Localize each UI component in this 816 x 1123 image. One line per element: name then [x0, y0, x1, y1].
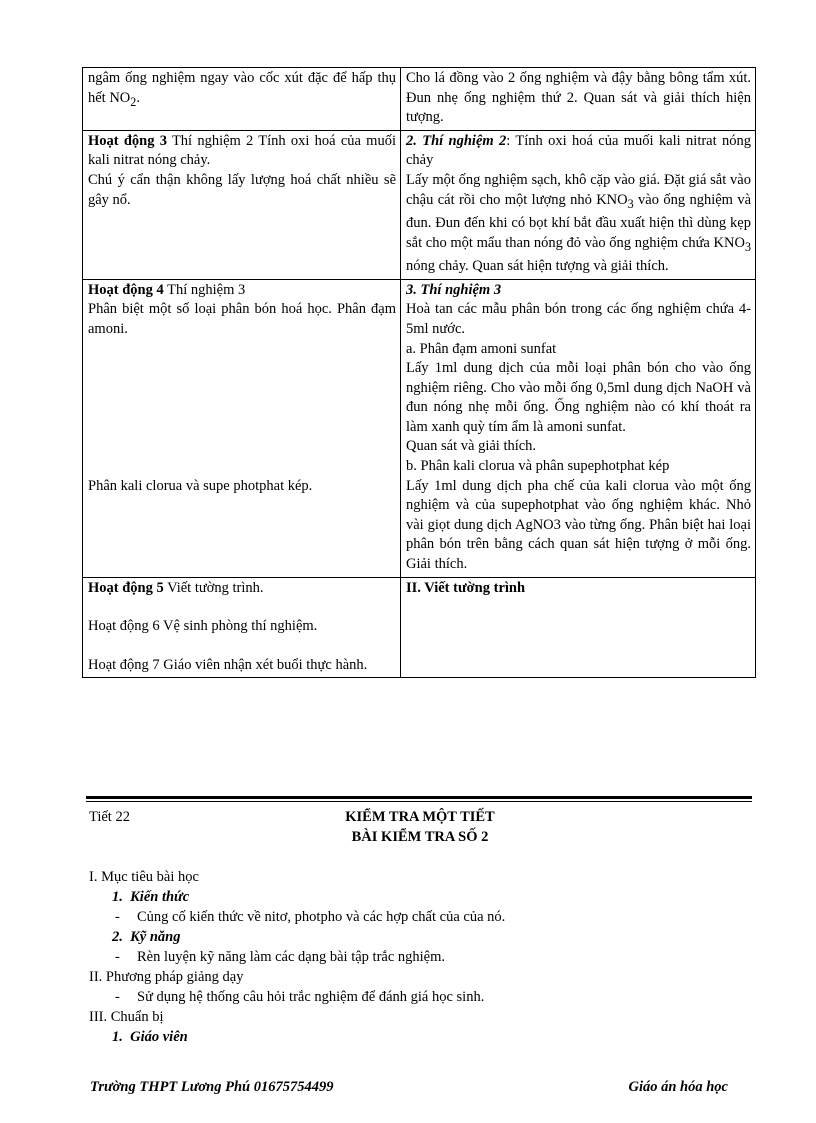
divider-thin: [86, 801, 752, 802]
title-line-1: KIỂM TRA MỘT TIẾT: [345, 809, 495, 825]
bullet-dash: -: [115, 989, 120, 1005]
list-item: Sử dụng hệ thống câu hỏi trắc nghiệm để đánh giá học sinh.: [137, 989, 485, 1005]
cell-text: Cho lá đồng vào 2 ống nghiệm và đậy bằng bông tẩm xút. Đun nhẹ ống nghiệm thứ 2. Quan sát và giải thích hiện tượng.: [406, 70, 751, 126]
bullet-dash: -: [115, 909, 120, 925]
subscript: 2: [130, 94, 137, 109]
section-heading: II. Viết tường trình: [406, 579, 526, 596]
subscript: 3: [627, 196, 634, 211]
table-cell-left: [83, 577, 401, 678]
section-heading-objectives: I. Mục tiêu bài học: [89, 869, 199, 885]
table-cell-right: [401, 130, 756, 279]
cell-text: Chú ý cẩn thận không lấy lượng hoá chất nhiều sẽ gây nổ.: [88, 171, 396, 208]
cell-text: Hoạt động 7 Giáo viên nhận xét buổi thực hành.: [88, 656, 368, 673]
cell-text: Quan sát và giải thích.: [406, 438, 537, 455]
subsection-number: 1.: [112, 889, 123, 905]
experiment-heading: 3. Thí nghiệm 3: [406, 281, 502, 298]
table-row: [83, 577, 756, 678]
cell-text: Lấy một ống nghiệm sạch, khô cặp vào giá. Đặt giá sắt vào chậu cát rồi cho một lượng nhỏ KNO: [406, 171, 751, 208]
table-row: [83, 130, 756, 279]
divider-thick: [86, 796, 752, 799]
subscript: 3: [744, 239, 751, 254]
list-item: Rèn luyện kỹ năng làm các dạng bài tập trắc nghiệm.: [137, 949, 446, 965]
cell-text: Viết tường trình.: [163, 579, 264, 596]
lesson-title: [260, 808, 580, 847]
experiment-heading: 2. Thí nghiệm 2: [406, 132, 507, 149]
subsection-number: 2.: [112, 929, 123, 945]
subsection-knowledge: [112, 888, 189, 908]
table-row: [83, 68, 756, 131]
cell-text: vào ống nghiệm và đun. Đun đến khi có bọt khí bắt đầu xuất hiện thì dùng kẹp sắt cho một mẩu than nóng đỏ vào ống nghiệm chứa KNO: [406, 191, 752, 251]
cell-text: Hoạt động 6 Vệ sinh phòng thí nghiệm.: [88, 618, 318, 635]
footer-school: Trường THPT Lương Phú 01675754499: [90, 1079, 334, 1095]
table-cell-left: [83, 68, 401, 131]
list-item: Củng cố kiến thức về nitơ, photpho và các hợp chất của của nó.: [137, 909, 506, 925]
cell-text: Lấy 1ml dung dịch pha chế của kali clorua vào một ống nghiệm và của supephotphat vào ống nghiệm khác. Nhỏ vài giọt dung dịch AgNO3 vào từng ống. Phân biệt hai loại phân bón trên bằng cách quan sát hiện tượng ở mỗi ống. Giải thích.: [406, 477, 751, 573]
table-cell-right: [401, 279, 756, 577]
cell-text: ngâm ống nghiệm ngay vào cốc xút đặc để hấp thụ hết NO: [88, 70, 396, 106]
activity-heading: Hoạt động 4: [88, 281, 164, 298]
cell-text: Hoà tan các mẫu phân bón trong các ống nghiệm chứa 4-5ml nước.: [406, 301, 751, 337]
cell-text: .: [136, 89, 140, 106]
activity-heading: Hoạt động 3: [88, 132, 167, 149]
subsection-number: 1.: [112, 1029, 123, 1045]
subsection-label: Kiến thức: [130, 889, 190, 905]
subsection-label: Giáo viên: [130, 1029, 188, 1045]
subsection-label: Kỹ năng: [130, 929, 181, 945]
lesson-number: Tiết 22: [89, 809, 130, 825]
section-heading-methods: II. Phương pháp giảng dạy: [89, 969, 244, 985]
cell-text: Lấy 1ml dung dịch của mỗi loại phân bón cho vào ống nghiệm riêng. Cho vào mỗi ống 0,5ml dung dịch NaOH và đun nóng nhẹ mỗi ống. Ống nghiệm nào có khí thoát ra làm xanh quỳ tím ẩm là amoni sunfat.: [406, 360, 751, 435]
activity-heading: Hoạt động 5: [88, 579, 164, 596]
cell-text: Thí nghiệm 2 Tính oxi hoá của muối kali nitrat nóng chảy.: [88, 132, 396, 169]
cell-text: nóng chảy. Quan sát hiện tượng và giải thích.: [406, 258, 669, 275]
table-row: [83, 279, 756, 577]
cell-text: Phân kali clorua và supe photphat kép.: [88, 477, 313, 494]
cell-text: Thí nghiệm 3: [163, 281, 246, 298]
cell-text: a. Phân đạm amoni sunfat: [406, 340, 557, 357]
table-cell-left: [83, 130, 401, 279]
section-heading-preparation: III. Chuẩn bị: [89, 1009, 164, 1025]
table-cell-right: [401, 68, 756, 131]
subsection-teacher: [112, 1028, 188, 1048]
subsection-skills: [112, 928, 181, 948]
lab-activities-table: [82, 67, 756, 678]
title-line-2: BÀI KIỂM TRA SỐ 2: [351, 828, 489, 845]
table-cell-left: [83, 279, 401, 577]
cell-text: b. Phân kali clorua và phân supephotphat kép: [406, 458, 670, 475]
bullet-dash: -: [115, 949, 120, 965]
cell-text: : Tính oxi hoá của muối kali nitrat nóng chảy: [406, 132, 751, 169]
footer-doc-type: Giáo án hóa học: [628, 1079, 728, 1095]
cell-text: Phân biệt một số loại phân bón hoá học. Phân đạm amoni.: [88, 301, 396, 337]
table-cell-right: [401, 577, 756, 678]
